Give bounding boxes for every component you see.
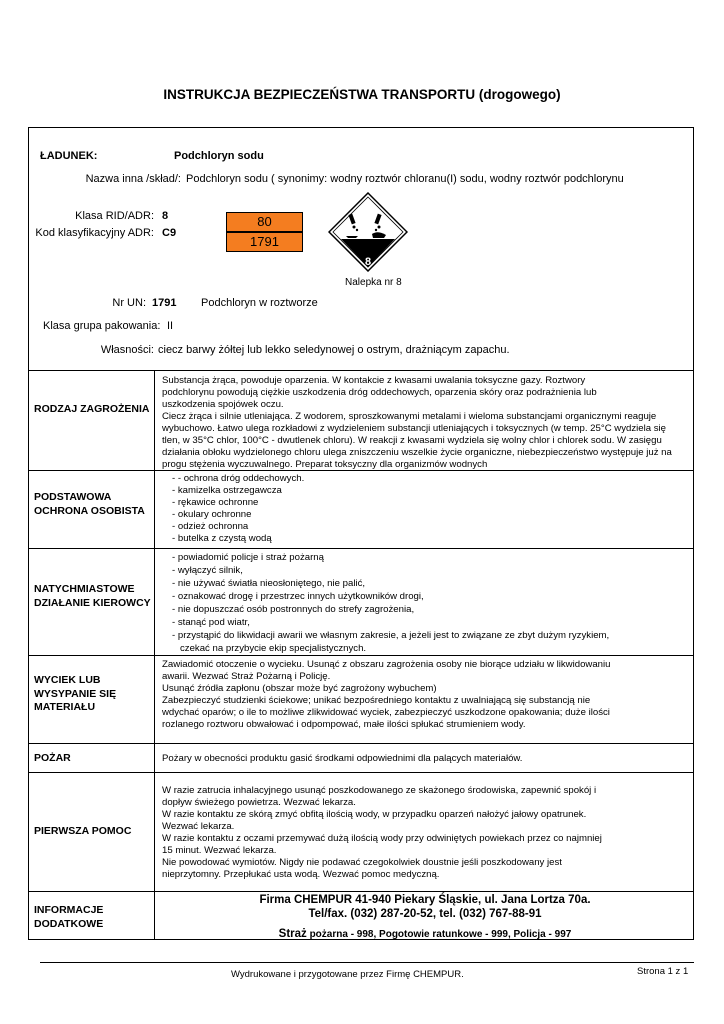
list-item: - wyłączyć silnik, xyxy=(172,565,243,576)
divider xyxy=(28,370,694,371)
protection-list xyxy=(172,473,698,545)
divider xyxy=(28,891,694,892)
corrosive-diamond-icon xyxy=(328,192,408,272)
protection-label: PODSTAWOWA OCHRONA OSOBISTA xyxy=(34,491,145,517)
list-item: - rękawice ochronne xyxy=(172,497,259,508)
text-line: Usunąć źródła zapłonu (obszar może być zagrożony wybuchem) xyxy=(162,683,437,694)
spill-text xyxy=(162,659,688,731)
class-value: 8 xyxy=(162,210,169,222)
text-line: progu stężenia wyczuwalnego. Preparat toksyczny dla organizmów wodnych xyxy=(162,459,488,470)
divider xyxy=(28,772,694,773)
hazard-plate-bottom: 1791 xyxy=(226,232,303,252)
text-line: uszkodzenia spojówek oczu. xyxy=(162,399,284,410)
list-item: czekać na przybycie ekip specjalistycznych. xyxy=(180,643,367,654)
cargo-label: ŁADUNEK: xyxy=(40,150,98,162)
footer-divider xyxy=(40,962,694,963)
column-divider xyxy=(154,370,155,940)
list-item: - butelka z czystą wodą xyxy=(172,533,272,544)
text-line: Ciecz żrąca i silnie utleniająca. Z wodorem, sproszkowanymi metalami i wieloma substancjami organicznymi reaguje xyxy=(162,411,657,422)
text-line: tlen, w 35°C chlor, 100°C - dwutlenek chloru). W reakcji z kwasami wydziela się wolny chlor i chlorek sodu. W zasięgu xyxy=(162,435,662,446)
un-value: 1791 xyxy=(152,297,177,309)
text-line: W razie kontaktu ze skórą zmyć obfitą ilością wody, w przypadku oparzeń nałożyć jałowy opatrunek. xyxy=(162,809,587,820)
divider xyxy=(28,655,694,656)
text-line: 15 minut. Wezwać lekarza. xyxy=(162,845,277,856)
packing-group-label: Klasa grupa pakowania: xyxy=(43,320,161,332)
cargo-value: Podchloryn sodu xyxy=(174,150,264,162)
emergency-lead: Straż xyxy=(278,928,307,940)
list-item: - przystąpić do likwidacji awarii we własnym zakresie, a jeżeli jest to związane ze zbyt dużym ryzykiem, xyxy=(172,630,610,641)
label-caption: Nalepka nr 8 xyxy=(345,277,402,288)
list-item: - kamizelka ostrzegawcza xyxy=(172,485,282,496)
text-line: W razie kontaktu z oczami przemywać dużą ilością wody przy odwiniętych powiekach przez co najmniej xyxy=(162,833,602,844)
un-description: Podchloryn w roztworze xyxy=(201,297,318,309)
list-item: - odzież ochronna xyxy=(172,521,249,532)
company-phone: Tel/fax. (032) 287-20-52, tel. (032) 767-88-91 xyxy=(308,908,542,920)
fire-text: Pożary w obecności produktu gasić środkami odpowiednimi dla palących materiałów. xyxy=(162,753,523,764)
footer-printed-by: Wydrukowane i przygotowane przez Firmę CHEMPUR. xyxy=(231,969,464,980)
first-aid-label: PIERWSZA POMOC xyxy=(34,825,132,837)
list-item: - stanąć pod wiatr, xyxy=(172,617,250,628)
footer-page-number: Strona 1 z 1 xyxy=(637,966,689,977)
company-name: Firma CHEMPUR 41-940 Piekary Śląskie, ul. Jana Lortza 70a. xyxy=(259,894,591,906)
list-item: - nie używać światła nieosłoniętego, nie palić, xyxy=(172,578,366,589)
hazard-text xyxy=(162,375,688,471)
divider xyxy=(28,548,694,549)
list-item: - - ochrona dróg oddechowych. xyxy=(172,473,305,484)
driver-actions-label: NATYCHMIASTOWE DZIAŁANIE KIEROWCY xyxy=(34,583,151,609)
text-line: dopływ świeżego powietrza. Wezwać lekarza. xyxy=(162,797,356,808)
text-line: nieprzytomny. Przepłukać usta wodą. Wezwać pomoc medyczną. xyxy=(162,869,440,880)
text-line: podchlorynu powodują ciężkie uszkodzenia dróg oddechowych, oparzenia skóry oraz podrażnienia lub xyxy=(162,387,597,398)
class-label: Klasa RID/ADR: xyxy=(75,210,154,222)
hazard-label: RODZAJ ZAGROŻENIA xyxy=(34,403,150,415)
emergency-rest: pożarna - 998, Pogotowie ratunkowe - 999, Policja - 997 xyxy=(306,929,572,940)
text-line: awarii. Wezwać Straż Pożarną i Policję. xyxy=(162,671,331,682)
text-line: wybuchowo. Łatwo ulega rozkładowi z wydzieleniem substancji utleniających i toksycznych (w temp. 25°C wydziela się xyxy=(162,423,667,434)
list-item: - okulary ochronne xyxy=(172,509,252,520)
diamond-number: 8 xyxy=(364,256,372,268)
list-item: - nie dopuszczać osób postronnych do strefy zagrożenia, xyxy=(172,604,415,615)
info-label: INFORMACJE DODATKOWE xyxy=(34,904,104,930)
other-name-label: Nazwa inna /skład/: xyxy=(85,173,181,185)
text-line: Nie powodować wymiotów. Nigdy nie podawać czegokolwiek doustnie jeśli poszkodowany jest xyxy=(162,857,562,868)
code-label: Kod klasyfikacyjny ADR: xyxy=(35,227,154,239)
text-line: Substancja żrąca, powoduje oparzenia. W kontakcie z kwasami uwalania toksyczne gazy. Roztwory xyxy=(162,375,586,386)
text-line: działania obłoku wydzielonego chloru ulega zniszczeniu wszelkie życie organiczne, niebezpieczeństwo występuje już na xyxy=(162,447,672,458)
hazard-plate-top: 80 xyxy=(226,212,303,232)
code-value: C9 xyxy=(162,227,177,239)
list-item: - oznakować drogę i przestrzec innych użytkowników drogi, xyxy=(172,591,424,602)
driver-actions-list xyxy=(172,551,698,655)
text-line: Zabezpieczyć studzienki ściekowe; unikać bezpośredniego kontaktu z uwalniającą się substancją nie xyxy=(162,695,591,706)
packing-group-value: II xyxy=(167,320,174,332)
text-line: Zawiadomić otoczenie o wycieku. Usunąć z obszaru zagrożenia osoby nie biorące udziału w likwidowaniu xyxy=(162,659,611,670)
other-name-value: Podchloryn sodu ( synonimy: wodny roztwór chloranu(I) sodu, wodny roztwór podchlorynu xyxy=(186,173,624,185)
text-line: wdychać oparów; o ile to możliwe zlikwidować wyciek, zabezpieczyć uszkodzone opakowania; duże ilości xyxy=(162,707,610,718)
first-aid-text xyxy=(162,785,688,881)
divider xyxy=(28,743,694,744)
fire-label: POŻAR xyxy=(34,752,71,764)
text-line: W razie zatrucia inhalacyjnego usunąć poszkodowanego ze skażonego środowiska, zapewnić spokój i xyxy=(162,785,597,796)
properties-value: ciecz barwy żółtej lub lekko seledynowej o ostrym, drażniącym zapachu. xyxy=(158,344,510,356)
text-line: Wezwać lekarza. xyxy=(162,821,235,832)
un-label: Nr UN: xyxy=(112,297,146,309)
text-line: rozlanego roztworu obwałować i odpompować, małe ilości spłukać strumieniem wody. xyxy=(162,719,526,730)
properties-label: Własności: xyxy=(100,344,154,356)
emergency-numbers xyxy=(156,928,694,940)
list-item: - powiadomić policje i straż pożarną xyxy=(172,552,324,563)
document-title: INSTRUKCJA BEZPIECZEŃSTWA TRANSPORTU (drogowego) xyxy=(163,87,561,102)
spill-label: WYCIEK LUB WYSYPANIE SIĘ MATERIAŁU xyxy=(34,674,117,713)
